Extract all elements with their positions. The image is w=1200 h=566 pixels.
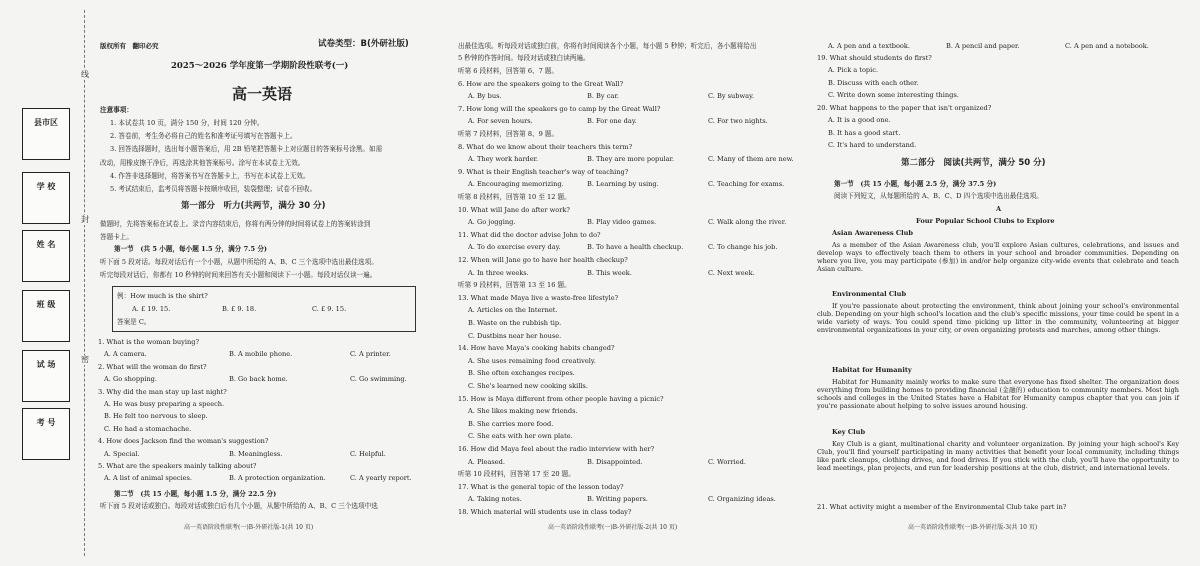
- option-a: A. She uses remaining food creatively.: [468, 356, 596, 365]
- q19-stem: 19. What should students do first?: [817, 54, 932, 62]
- reading-section1-intro: 阅读下列短文，从每题所给的 A、B、C、D 四个选项中选出最佳选项。: [834, 192, 1043, 200]
- option-a: A. For seven hours.: [468, 117, 533, 126]
- option-c: C. She's learned new cooking skills.: [468, 382, 588, 390]
- option-c: C. For two nights.: [708, 117, 768, 126]
- notice-line: 5. 考试结束后，监考员将答题卡按顺序收回，装袋整理；试卷不回收。: [110, 185, 317, 193]
- q19-option-b: B. Discuss with each other.: [828, 79, 919, 87]
- club-description: If you're passionate about protecting the environment, think about joining your school's environmental club. Depending on your high school's location and the club's specific missions, your time could be spent in a wide variety of ways. You could spend time picking up litter in the community, volunteering at bigger environmental organizations in your city, or even organizing protests and marches, among other things.: [817, 302, 1179, 335]
- q20-option-b: B. It has a good start.: [828, 129, 901, 137]
- example-question: 例：How much is the shirt?: [117, 292, 208, 300]
- option-c: C. Organizing ideas.: [708, 495, 776, 504]
- section1-intro-1: 听下面 5 段对话。每段对话后有一个小题，从题中所给的 A、B、C 三个选项中选出最佳选项。: [100, 258, 378, 266]
- option-a: A. She likes making new friends.: [468, 407, 578, 416]
- question-stem: 15. How is Maya different from other people having a picnic?: [458, 394, 664, 403]
- question-stem: 17. What is the general topic of the lesson today?: [458, 482, 624, 491]
- q18-option-a: A. A pen and a textbook.: [828, 42, 910, 50]
- option-c: C. Walk along the river.: [708, 218, 787, 227]
- question-stem: 18. Which material will students use in class today?: [458, 508, 632, 516]
- part1-intro-2: 答题卡上。: [100, 233, 133, 241]
- option-c: C. Teaching for exams.: [708, 180, 785, 189]
- page-2: [456, 0, 800, 566]
- page-3: [816, 0, 1186, 566]
- option-b: B. A mobile phone.: [229, 350, 293, 359]
- passage-title: Four Popular School Clubs to Explore: [916, 217, 1055, 225]
- option-a: A. To do exercise every day.: [468, 243, 561, 252]
- club-description: Key Club is a giant, multinational charity and volunteer organization. By joining your high school's Key Club, you'll find yourself participating in many activities that benefit your local community, including things like park cleanups, clothing drives, and food drives. If you stick with the club, you'll have the opportunity to lead meetings, plan projects, and run for leadership positions at the club, district, and international levels.: [817, 440, 1179, 473]
- passage-letter: A: [996, 205, 1002, 213]
- p2-intro-1: 出最佳选项。听每段对话或独白前，你将有时间阅读各个小题，每小题 5 秒钟；听完后，各小题将给出: [458, 42, 757, 50]
- option-b: B. Meaningless.: [229, 449, 283, 458]
- notice-line: 4. 作答非选择题时，将答案书写在答题卡上，书写在本试卷上无效。: [110, 171, 310, 180]
- material-heading: 听第 10 段材料，回答第 17 至 20 题。: [458, 470, 575, 479]
- seal-char-2: 封: [81, 215, 89, 224]
- paper-type: 试卷类型：B(外研社版): [318, 39, 409, 49]
- field-exam-number[interactable]: 考 号: [22, 408, 70, 460]
- copyright: 版权所有 翻印必究: [100, 42, 159, 50]
- p2-intro-2: 5 秒钟的作答时间。每段对话或独白读两遍。: [458, 54, 590, 62]
- binding-sidebar: [0, 0, 88, 566]
- option-b: B. She often exchanges recipes.: [468, 369, 575, 378]
- club-name: Key Club: [832, 428, 866, 436]
- question-stem: 13. What made Maya live a waste-free lifestyle?: [458, 293, 619, 302]
- material-heading: 听第 8 段材料，回答第 10 至 12 题。: [458, 193, 571, 201]
- notice-line: 1. 本试卷共 10 页，满分 150 分，时间 120 分钟。: [110, 119, 264, 127]
- option-a: A. Encouraging memorizing.: [468, 180, 564, 189]
- option-c: C. By subway.: [708, 92, 755, 101]
- question-stem: 12. When will Jane go to have her health checkup?: [458, 256, 628, 264]
- question-stem: 10. What will Jane do after work?: [458, 205, 570, 214]
- option-c: C. He had a stomachache.: [104, 424, 192, 433]
- seal-line: [84, 10, 85, 556]
- question-stem: 9. What is their English teacher's way of teaching?: [458, 167, 629, 176]
- option-c: C. Dustbins near her house.: [468, 331, 562, 340]
- question-stem: 1. What is the woman buying?: [98, 338, 200, 346]
- seal-char-1: 线: [81, 70, 89, 79]
- notice-heading: 注意事项：: [100, 106, 133, 114]
- option-a: A. Articles on the Internet.: [468, 306, 558, 315]
- material-heading: 听第 9 段材料，回答第 13 至 16 题。: [458, 281, 571, 290]
- example-option-a: A. £ 19. 15.: [132, 305, 171, 313]
- section2-title: 第二节 (共 15 小题，每小题 1.5 分，满分 22.5 分): [114, 490, 277, 498]
- section1-intro-2: 听完每段对话后，你都有 10 秒钟的时间来回答有关小题和阅读下一小题。每段对话仅读一遍。: [100, 271, 377, 279]
- option-a: A. They work harder.: [468, 155, 539, 164]
- option-c: C. Worried.: [708, 457, 746, 466]
- reading-section1-title: 第一节 (共 15 小题，每小题 2.5 分，满分 37.5 分): [834, 180, 997, 188]
- q21-stem: 21. What activity might a member of the Environmental Club take part in?: [817, 503, 1067, 511]
- option-a: A. Go shopping.: [104, 375, 158, 384]
- part1-title: 第一部分 听力(共两节，满分 30 分): [181, 201, 326, 211]
- part1-intro-1: 做题时，先将答案标在试卷上。录音内容结束后，你将有两分钟的时间将试卷上的答案转涂到: [100, 220, 371, 228]
- page-footer: 高一英语阶段性联考(一)B-外研社版-1(共 10 页): [184, 524, 314, 531]
- seal-char-3: 密: [81, 355, 89, 364]
- option-a: A. Pleased.: [468, 457, 505, 466]
- option-c: C. A yearly report.: [350, 474, 412, 483]
- field-name[interactable]: 姓 名: [22, 230, 70, 282]
- field-class[interactable]: 班 级: [22, 290, 70, 342]
- option-a: A. By bus.: [468, 92, 502, 101]
- question-stem: 4. How does Jackson find the woman's suggestion?: [98, 437, 269, 446]
- option-b: B. To have a health checkup.: [587, 243, 684, 252]
- option-b: B. Disappointed.: [587, 457, 643, 466]
- question-stem: 16. How did Maya feel about the radio interview with her?: [458, 445, 655, 453]
- option-c: C. Next week.: [708, 268, 755, 277]
- club-description: As a member of the Asian Awareness club, you'll explore Asian cultures, celebrations, and issues and develop ways to effectively teach them to others in your school and broader communities. Depending on where you live, you may participate (参加) in and/or help organize city-wide events that celebrate and teach Asian culture.: [817, 241, 1179, 274]
- material-heading: 听第 6 段材料，回答第 6、7 题。: [458, 67, 559, 75]
- q18-option-c: C. A pen and a notebook.: [1065, 42, 1149, 50]
- option-c: C. She eats with her own plate.: [468, 432, 573, 441]
- option-b: B. Learning by using.: [587, 180, 659, 189]
- club-name: Habitat for Humanity: [832, 366, 912, 374]
- option-c: C. Many of them are new.: [708, 155, 794, 164]
- page-footer: 高一英语阶段性联考(一)B-外研社版-2(共 10 页): [548, 524, 678, 531]
- page-footer: 高一英语阶段性联考(一)B-外研社版-3(共 10 页): [908, 524, 1038, 531]
- question-stem: 14. How have Maya's cooking habits changed?: [458, 344, 615, 353]
- section2-intro: 听下面 5 段对话或独白。每段对话或独白后有几个小题，从题中所给的 A、B、C 三个选项中选: [100, 502, 378, 510]
- q20-stem: 20. What happens to the paper that isn't organized?: [817, 104, 992, 112]
- option-c: C. To change his job.: [708, 243, 778, 252]
- field-exam-room[interactable]: 试 场: [22, 350, 70, 402]
- club-name: Environmental Club: [832, 290, 907, 298]
- option-b: B. This week.: [587, 268, 632, 277]
- option-c: C. A printer.: [350, 350, 391, 359]
- question-stem: 11. What did the doctor advise John to do?: [458, 230, 601, 239]
- notice-line: 3. 回答选择题时，选出每小题答案后，用 2B 铅笔把答题卡上对应题目的答案标号涂黑。如需: [110, 145, 383, 154]
- question-stem: 7. How long will the speakers go to camp by the Great Wall?: [458, 104, 661, 113]
- field-county[interactable]: 县市区: [22, 108, 70, 160]
- q18-option-b: B. A pencil and paper.: [946, 42, 1020, 50]
- question-stem: 3. Why did the man stay up last night?: [98, 387, 227, 396]
- q20-option-a: A. It is a good one.: [828, 116, 891, 124]
- option-b: B. By car.: [587, 92, 619, 101]
- example-option-b: B. £ 9. 18.: [222, 305, 257, 313]
- example-option-c: C. £ 9. 15.: [312, 305, 347, 313]
- option-b: B. He felt too nervous to sleep.: [104, 412, 208, 421]
- material-heading: 听第 7 段材料，回答第 8、9 题。: [458, 130, 559, 138]
- option-a: A. Taking notes.: [468, 495, 522, 504]
- question-stem: 5. What are the speakers mainly talking about?: [98, 462, 257, 470]
- option-a: A. He was busy preparing a speech.: [104, 400, 225, 408]
- option-c: C. Helpful.: [350, 449, 386, 458]
- option-a: A. Go jogging.: [468, 218, 516, 227]
- part2-title: 第二部分 阅读(共两节，满分 50 分): [901, 158, 1046, 168]
- option-a: A. Special.: [104, 449, 140, 458]
- page-1: [96, 0, 436, 566]
- notice-line: 2. 答卷前，考生务必将自己的姓名和准考证号填写在答题卡上。: [110, 132, 297, 141]
- option-b: B. Play video games.: [587, 218, 657, 227]
- option-b: B. They are more popular.: [587, 155, 675, 164]
- q19-option-c: C. Write down some interesting things.: [828, 91, 959, 99]
- section1-title: 第一节 (共 5 小题，每小题 1.5 分，满分 7.5 分): [114, 245, 268, 253]
- option-a: A. A list of animal species.: [104, 474, 193, 483]
- club-name: Asian Awareness Club: [832, 229, 914, 237]
- exam-title: 2025～2026 学年度第一学期阶段性联考(一): [171, 61, 349, 71]
- option-c: C. Go swimming.: [350, 375, 407, 384]
- option-b: B. Waste on the rubbish tip.: [468, 319, 562, 327]
- question-stem: 6. How are the speakers going to the Great Wall?: [458, 79, 624, 88]
- option-b: B. She carries more food.: [468, 419, 554, 428]
- q20-option-c: C. It's hard to understand.: [828, 141, 917, 149]
- subject-title: 高一英语: [232, 85, 293, 103]
- question-stem: 2. What will the woman do first?: [98, 362, 207, 371]
- club-description: Habitat for Humanity mainly works to make sure that everyone has fixed shelter. The organization does everything from building homes to providing financial (金融的) education to community members. Most high schools and colleges in the United States have a Habitat for Humanity campus chapter that you can join if you're passionate about helping to solve issues around housing.: [817, 378, 1179, 411]
- option-b: B. A protection organization.: [229, 474, 326, 483]
- option-b: B. Writing papers.: [587, 495, 649, 504]
- option-b: B. Go back home.: [229, 375, 288, 384]
- question-stem: 8. What do we know about their teachers this term?: [458, 142, 633, 151]
- example-answer: 答案是 C。: [117, 318, 151, 326]
- option-b: B. For one day.: [587, 117, 637, 126]
- q19-option-a: A. Pick a topic.: [828, 66, 879, 74]
- field-school[interactable]: 学 校: [22, 172, 70, 224]
- option-a: A. A camera.: [104, 350, 147, 359]
- option-a: A. In three weeks.: [468, 268, 529, 277]
- notice-line: 改动，用橡皮擦干净后，再选涂其他答案标号。涂写在本试卷上无效。: [100, 158, 305, 167]
